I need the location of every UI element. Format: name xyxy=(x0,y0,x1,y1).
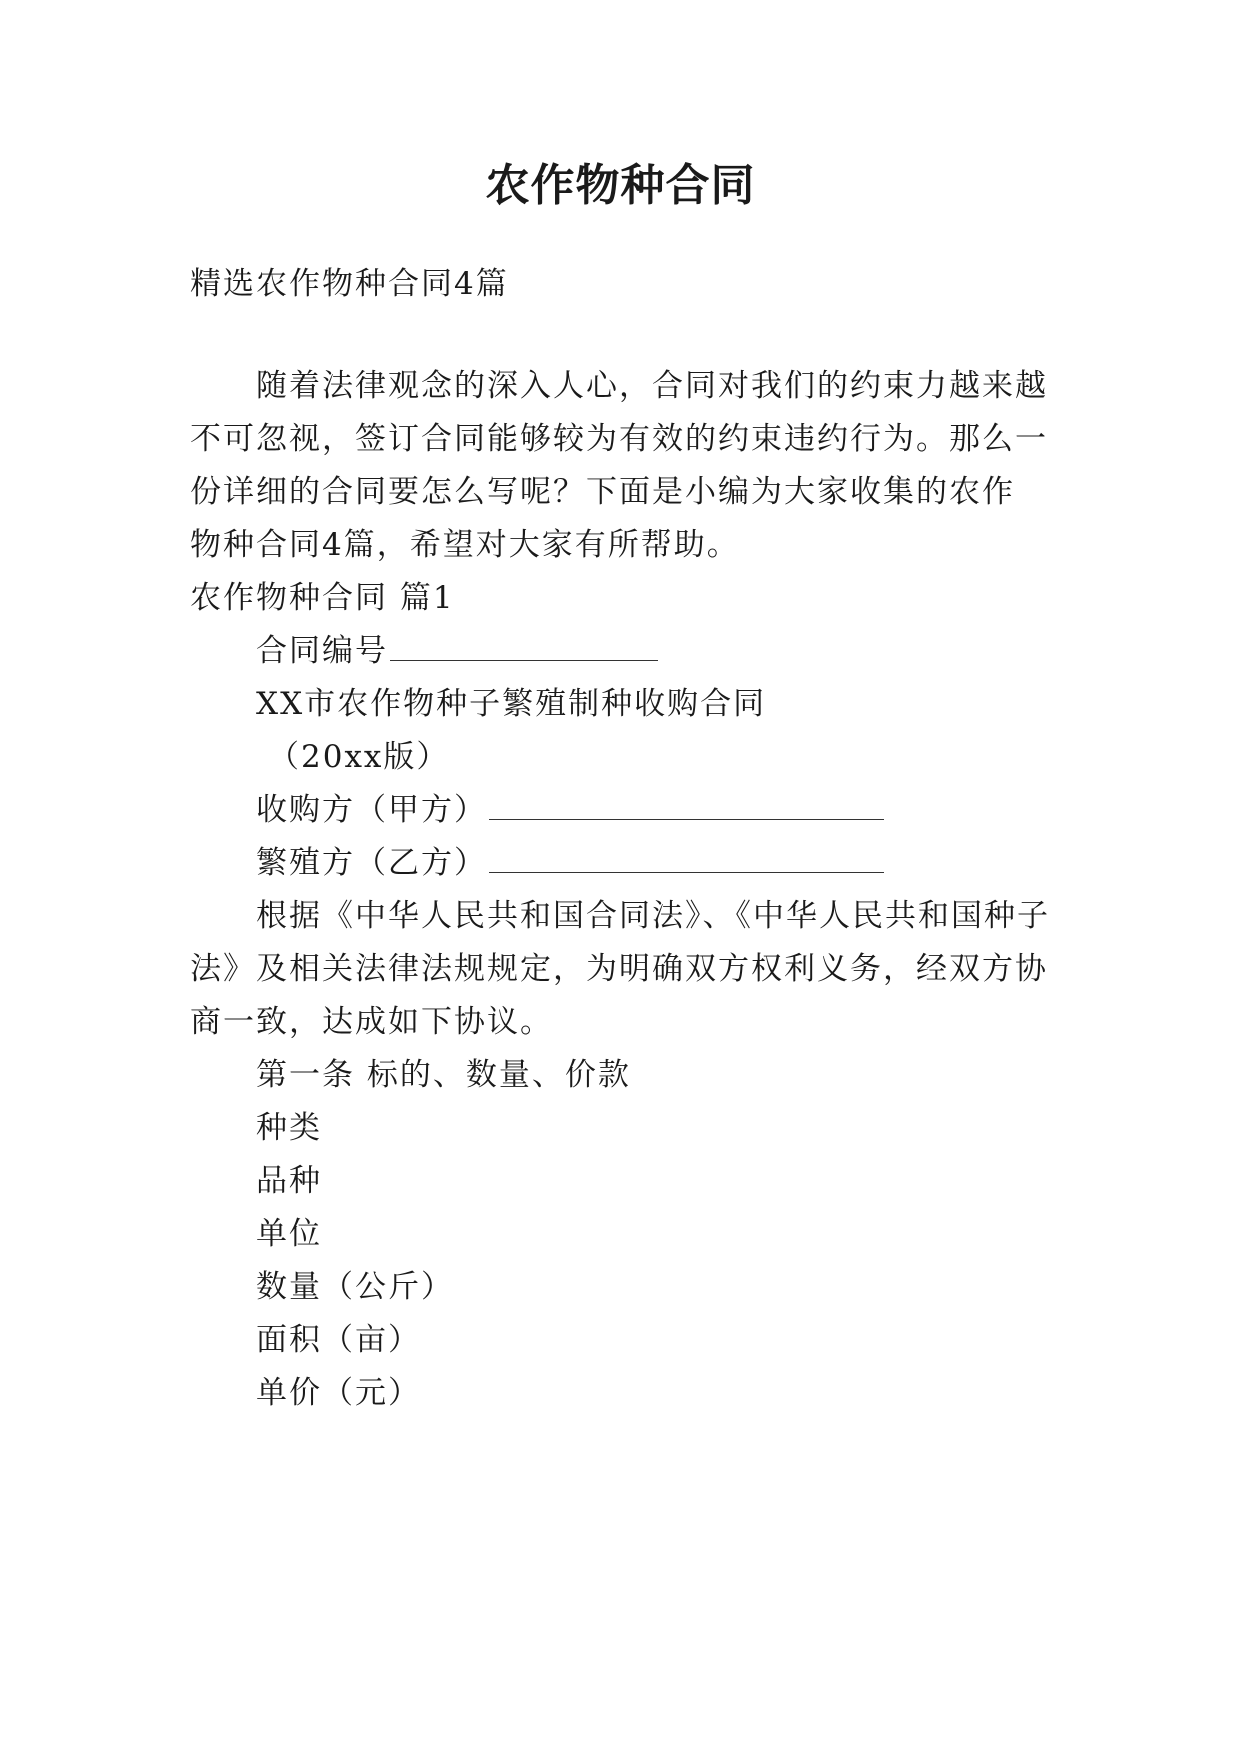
breeder-blank xyxy=(489,850,884,873)
field-quantity: 数量（公斤） xyxy=(256,1269,454,1305)
document-title: 农作物种合同 xyxy=(485,160,756,211)
field-type: 种类 xyxy=(256,1110,322,1146)
breeder-label: 繁殖方（乙方） xyxy=(256,845,487,881)
contract-number-line xyxy=(256,631,658,671)
basis-line-2: 法》及相关法律法规规定，为明确双方权利义务，经双方协 xyxy=(190,951,1048,987)
field-unit-price: 单价（元） xyxy=(256,1375,421,1411)
breeder-line xyxy=(256,843,884,883)
buyer-blank xyxy=(489,797,884,820)
document-subtitle: 精选农作物种合同4篇 xyxy=(190,266,509,302)
buyer-label: 收购方（甲方） xyxy=(256,792,487,828)
intro-line-4: 物种合同4篇，希望对大家有所帮助。 xyxy=(190,527,740,563)
contract-edition: （20xx版） xyxy=(268,739,450,775)
field-unit: 单位 xyxy=(256,1216,322,1252)
field-area: 面积（亩） xyxy=(256,1322,421,1358)
buyer-line xyxy=(256,790,884,830)
intro-line-2: 不可忽视，签订合同能够较为有效的约束违约行为。那么一 xyxy=(190,421,1048,457)
contract-number-blank xyxy=(390,638,658,661)
contract-title: XX市农作物种子繁殖制种收购合同 xyxy=(256,686,767,722)
basis-line-3: 商一致，达成如下协议。 xyxy=(190,1004,553,1040)
field-variety: 品种 xyxy=(256,1163,322,1199)
intro-line-1: 随着法律观念的深入人心，合同对我们的约束力越来越 xyxy=(256,368,1048,404)
intro-line-3: 份详细的合同要怎么写呢？下面是小编为大家收集的农作 xyxy=(190,474,1015,510)
basis-line-1: 根据《中华人民共和国合同法》、《中华人民共和国种子 xyxy=(256,898,1050,934)
contract-number-label: 合同编号 xyxy=(256,633,388,669)
article-1-heading: 第一条 标的、数量、价款 xyxy=(256,1057,631,1093)
section-heading: 农作物种合同 篇1 xyxy=(190,580,455,616)
